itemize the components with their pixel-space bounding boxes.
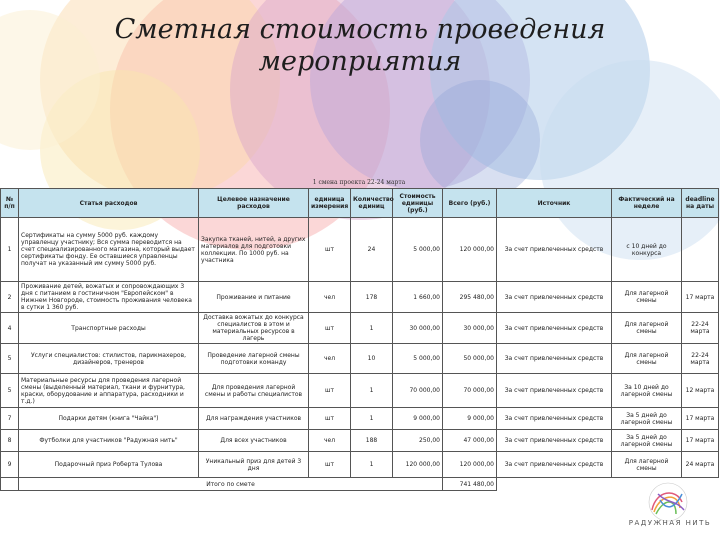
cell-total: 295 480,00 [443,282,497,313]
total-label: Итого по смете [19,478,443,491]
total-value: 741 480,00 [443,478,497,491]
header-total: Всего (руб.) [443,189,497,218]
title-line-1: Сметная стоимость проведения [114,14,606,45]
header-qty: Количество единиц [351,189,393,218]
cell-name: Проживание и питание [199,282,309,313]
cell-deadline: 17 марта [682,408,719,430]
cell-num: 7 [1,408,19,430]
cell-deadline: 17 марта [682,430,719,452]
cell-qty: 1 [351,313,393,344]
table-row [1,313,719,344]
cell-qty: 1 [351,408,393,430]
cell-num: 9 [1,452,19,478]
cell-price: 250,00 [393,430,443,452]
table-row [1,344,719,374]
cell-num: 8 [1,430,19,452]
table-row [1,408,719,430]
cell-source: За счет привлеченных средств [497,408,612,430]
header-price: Стоимость единицы (руб.) [393,189,443,218]
header-unit: единица измерения [309,189,351,218]
cell-article: Подарочный приз Роберта Тулова [19,452,199,478]
cell-name: Для награждения участников [199,408,309,430]
cell-total: 120 000,00 [443,452,497,478]
cell-unit: чел [309,430,351,452]
cell-actual: Для лагерной смены [612,313,682,344]
table-row [1,452,719,478]
table-row [1,374,719,408]
cell-unit: шт [309,408,351,430]
cell-actual: За 10 дней до лагерной смены [612,374,682,408]
table-row [1,282,719,313]
total-row [1,478,719,491]
cell-name: Для всех участников [199,430,309,452]
cell-total: 9 000,00 [443,408,497,430]
cell-num: 5 [1,344,19,374]
cell-price: 5 000,00 [393,218,443,282]
cell-source: За счет привлеченных средств [497,282,612,313]
cell-article: Сертификаты на сумму 5000 руб. каждому управленцу участнику; Вся сумма переводится на счет специализированного магазина, который выдает сертификаты фонду. Ее оставшиеся управленцы получат на указанный им сумму 5000 руб. [19,218,199,282]
header-actual: Фактический на неделе [612,189,682,218]
table-caption: 1 смена проекта 22-24 марта [312,179,406,186]
cell-actual: За 5 дней до лагерной смены [612,430,682,452]
cell-unit: шт [309,452,351,478]
cell-article: Материальные ресурсы для проведения лагерной смены (выделенный материал, ткани и фурнитура, краски, оборудование и аппаратура, расходники и т.д.) [19,374,199,408]
header-deadline: deadline на даты [682,189,719,218]
cell-source: За счет привлеченных средств [497,374,612,408]
cell-name: Уникальный приз для детей 3 дня [199,452,309,478]
logo-text: РАДУЖНАЯ НИТЬ [628,519,712,527]
cell-source: За счет привлеченных средств [497,452,612,478]
cell-name: Доставка вожатых до конкурса специалистов в этом и материальных ресурсов в лагерь [199,313,309,344]
cell-actual: Для лагерной смены [612,282,682,313]
cell-qty: 1 [351,452,393,478]
table-row [1,218,719,282]
cell-num: 4 [1,313,19,344]
cell-source: За счет привлеченных средств [497,313,612,344]
cell-deadline: 12 марта [682,374,719,408]
cell-unit: шт [309,374,351,408]
cell-unit: шт [309,313,351,344]
cell-article: Проживание детей, вожатых и сопровождающих 3 дня с питанием в гостиничном "Европейском" в Нижнем Новгороде, стоимость проживания человека в сутки 1 360 руб. [19,282,199,313]
cell-source: За счет привлеченных средств [497,430,612,452]
cell-price: 70 000,00 [393,374,443,408]
cell-unit: шт [309,218,351,282]
cell-price: 9 000,00 [393,408,443,430]
header-num: № п/п [1,189,19,218]
cell-actual: Для лагерной смены [612,452,682,478]
cell-name: Для проведения лагерной смены и работы специалистов [199,374,309,408]
cell-name: Закупка тканей, нитей, а других материалов для подготовки коллекции. По 1000 руб. на участника [199,218,309,282]
cell-source: За счет привлеченных средств [497,344,612,374]
cell-article: Подарки детям (книга "Чайка") [19,408,199,430]
cell-actual: Для лагерной смены [612,344,682,374]
cell-qty: 10 [351,344,393,374]
cell-num: 1 [1,218,19,282]
cell-price: 1 660,00 [393,282,443,313]
cell-deadline: 24 марта [682,452,719,478]
cell-unit: чел [309,282,351,313]
cell-article: Футболки для участников "Радужная нить" [19,430,199,452]
rainbow-thread-logo-icon [646,480,690,524]
cell-name: Проведение лагерной смены подготовки команду [199,344,309,374]
cell-actual: За 5 дней до лагерной смены [612,408,682,430]
budget-table [0,188,719,491]
cell-qty: 24 [351,218,393,282]
cell-total: 30 000,00 [443,313,497,344]
title-line-2: мероприятия [258,46,462,77]
cell-qty: 188 [351,430,393,452]
cell-article: Услуги специалистов: стилистов, парикмахеров, дизайнеров, тренеров [19,344,199,374]
cell-total: 120 000,00 [443,218,497,282]
cell-article: Транспортные расходы [19,313,199,344]
cell-total: 70 000,00 [443,374,497,408]
cell-price: 120 000,00 [393,452,443,478]
cell-deadline: 22-24 марта [682,344,719,374]
cell-blank [1,478,19,491]
cell-num: 2 [1,282,19,313]
slide-title [60,14,660,78]
cell-deadline: 22-24 марта [682,313,719,344]
cell-total: 47 000,00 [443,430,497,452]
cell-deadline [682,218,719,282]
cell-actual: с 10 дней до конкурса [612,218,682,282]
table-header-row [1,189,719,218]
cell-qty: 1 [351,374,393,408]
cell-num: 5 [1,374,19,408]
cell-qty: 178 [351,282,393,313]
cell-price: 30 000,00 [393,313,443,344]
header-source: Источник [497,189,612,218]
header-name: Целевое назначение расходов [199,189,309,218]
budget-table-wrap [0,178,718,491]
cell-deadline: 17 марта [682,282,719,313]
cell-source: За счет привлеченных средств [497,218,612,282]
cell-price: 5 000,00 [393,344,443,374]
cell-unit: чел [309,344,351,374]
cell-total: 50 000,00 [443,344,497,374]
header-article: Статья расходов [19,189,199,218]
table-row [1,430,719,452]
